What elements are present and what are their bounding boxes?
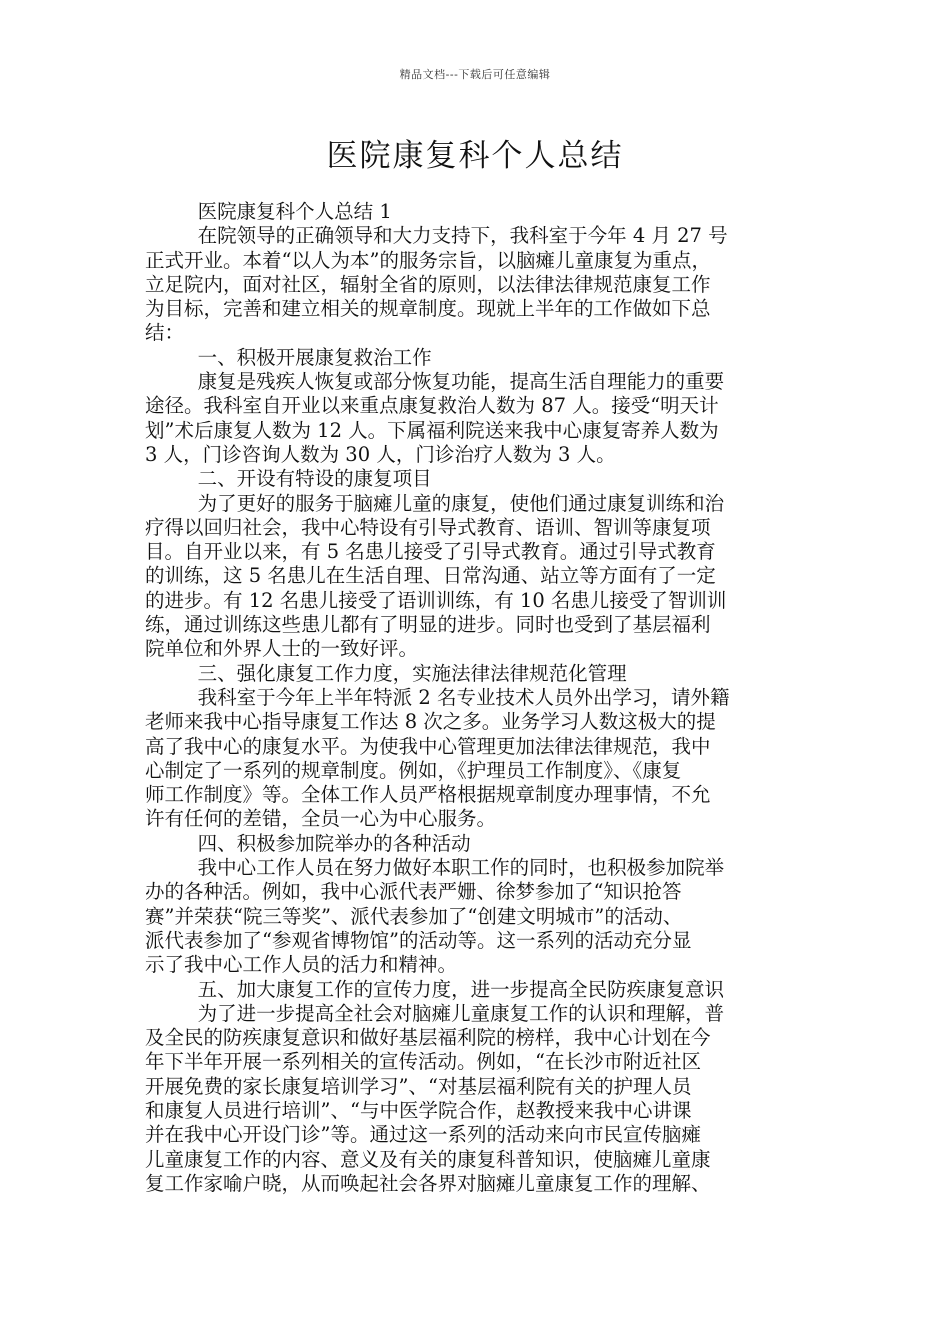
text-line: 立足院内，面对社区，辐射全省的原则，以法律法律规范康复工作 [145, 272, 711, 296]
text-line: 我中心工作人员在努力做好本职工作的同时，也积极参加院举 [197, 856, 725, 880]
text-line: 目。自开业以来，有 5 名患儿接受了引导式教育。通过引导式教育 [145, 540, 716, 564]
text-line: 复工作家喻户晓，从而唤起社会各界对脑瘫儿童康复工作的理解、 [145, 1171, 711, 1195]
text-line: 五、加大康复工作的宣传力度，进一步提高全民防疾康复意识 [197, 977, 725, 1001]
text-line: 在院领导的正确领导和大力支持下，我科室于今年 4 月 27 号 [197, 224, 728, 248]
text-line: 疗得以回归社会，我中心特设有引导式教育、语训、智训等康复项 [145, 515, 711, 539]
text-line: 心制定了一系列的规章制度。例如，《护理员工作制度》、《康复 [145, 758, 682, 782]
text-line: 师工作制度》等。全体工作人员严格根据规章制度办理事情，不允 [145, 783, 711, 807]
text-line: 为了进一步提高全社会对脑瘫儿童康复工作的认识和理解，普 [197, 1001, 725, 1025]
text-line: 办的各种活。例如，我中心派代表严姗、徐梦参加了“知识抢答 [145, 880, 682, 904]
text-line: 四、积极参加院举办的各种活动 [197, 831, 471, 855]
text-line: 并在我中心开设门诊”等。通过这一系列的活动来向市民宣传脑瘫 [145, 1123, 701, 1147]
text-line: 为了更好的服务于脑瘫儿童的康复，使他们通过康复训练和治 [197, 491, 725, 515]
text-line: 开展免费的家长康复培训学习”、“对基层福利院有关的护理人员 [145, 1074, 692, 1098]
text-line: 示了我中心工作人员的活力和精神。 [145, 953, 458, 977]
text-line: 及全民的防疾康复意识和做好基层福利院的榜样，我中心计划在今 [145, 1026, 711, 1050]
document-body [145, 200, 815, 1196]
text-line: 年下半年开展一系列相关的宣传活动。例如，“在长沙市附近社区 [145, 1050, 701, 1074]
text-line: 康复是残疾人恢复或部分恢复功能，提高生活自理能力的重要 [197, 370, 725, 394]
text-line: 和康复人员进行培训”、“与中医学院合作，赵教授来我中心讲课 [145, 1098, 692, 1122]
text-line: 许有任何的差错，全员一心为中心服务。 [145, 807, 497, 831]
text-line: 二、开设有特设的康复项目 [197, 467, 432, 491]
text-line: 的进步。有 12 名患儿接受了语训训练，有 10 名患儿接受了智训训 [145, 588, 727, 612]
text-line: 的训练，这 5 名患儿在生活自理、日常沟通、站立等方面有了一定 [145, 564, 716, 588]
document-title: 医院康复科个人总结 [326, 138, 624, 174]
text-line: 三、强化康复工作力度，实施法律法律规范化管理 [197, 661, 627, 685]
text-line: 3 人，门诊咨询人数为 30 人，门诊治疗人数为 3 人。 [145, 442, 616, 466]
text-line: 练，通过训练这些患儿都有了明显的进步。同时也受到了基层福利 [145, 613, 711, 637]
text-line: 正式开业。本着“以人为本”的服务宗旨，以脑瘫儿童康复为重点， [145, 248, 711, 272]
text-line: 结： [145, 321, 185, 345]
text-line: 途径。我科室自开业以来重点康复救治人数为 87 人。接受“明天计 [145, 394, 719, 418]
text-line: 院单位和外界人士的一致好评。 [145, 637, 419, 661]
text-line: 老师来我中心指导康复工作达 8 次之多。业务学习人数这极大的提 [145, 710, 716, 734]
text-line: 派代表参加了“参观省博物馆”的活动等。这一系列的活动充分显 [145, 928, 692, 952]
text-line: 一、积极开展康复救治工作 [197, 345, 432, 369]
text-line: 医院康复科个人总结 1 [197, 200, 392, 223]
text-line: 儿童康复工作的内容、意义及有关的康复科普知识，使脑瘫儿童康 [145, 1147, 711, 1171]
text-line: 我科室于今年上半年特派 2 名专业技术人员外出学习，请外籍 [197, 685, 730, 709]
text-line: 赛”并荣获“院三等奖”、派代表参加了“创建文明城市”的活动、 [145, 904, 683, 928]
text-line: 为目标，完善和建立相关的规章制度。现就上半年的工作做如下总 [145, 297, 711, 321]
text-line: 划”术后康复人数为 12 人。下属福利院送来我中心康复寄养人数为 [145, 418, 719, 442]
text-line: 高了我中心的康复水平。为使我中心管理更加法律法律规范，我中 [145, 734, 711, 758]
header-note: 精品文档---下载后可任意编辑 [399, 68, 551, 81]
